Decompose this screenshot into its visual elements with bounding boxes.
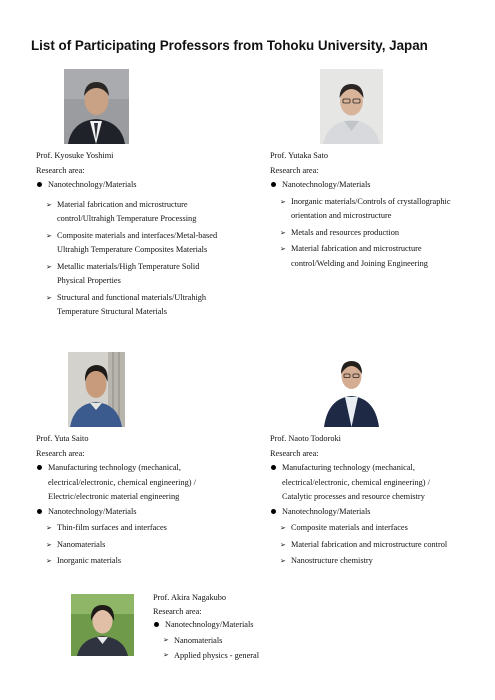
arrowhead-bullet-icon: ➢ xyxy=(280,228,286,237)
sub-area-item: ➢ Inorganic materials/Controls of crystallographic orientation and microstructure xyxy=(280,196,451,220)
arrowhead-bullet-icon: ➢ xyxy=(280,524,286,532)
arrowhead-bullet-icon: ➢ xyxy=(163,635,169,644)
professor-entry-yoshimi xyxy=(36,149,246,320)
sub-area-item: ➢ Composite materials and interfaces xyxy=(270,521,485,536)
research-area-text: Nanotechnology/Materials xyxy=(282,506,371,516)
research-area-text: Nanotechnology/Materials xyxy=(48,506,137,516)
sub-area-item: ➢ Nanostructure chemistry xyxy=(270,554,485,569)
professor-entry-sato xyxy=(270,149,485,271)
sub-area-item: ➢ Structural and functional materials/Ultrahigh Temperature Structural Materials xyxy=(46,292,207,316)
professor-entry-saito xyxy=(36,432,251,569)
research-area-label: Research area: xyxy=(270,448,319,458)
arrowhead-bullet-icon: ➢ xyxy=(280,540,286,549)
sub-area-item: ➢ Inorganic materials xyxy=(36,554,251,569)
sub-area-item: ➢ Material fabrication and microstructure control xyxy=(270,538,485,553)
research-area-label: Research area: xyxy=(270,165,319,175)
sub-area-item: ➢ Nanomaterials xyxy=(153,634,353,648)
research-area-item xyxy=(153,618,353,632)
photo-kyosuke-yoshimi xyxy=(64,69,129,144)
professor-name: Prof. Kyosuke Yoshimi xyxy=(36,151,114,160)
sub-area-item: ➢ Nanomaterials xyxy=(36,538,251,553)
arrowhead-bullet-icon: ➢ xyxy=(46,231,52,240)
professor-entry-nagakubo xyxy=(153,591,353,663)
professor-entry-todoroki xyxy=(270,432,485,569)
research-area-label: Research area: xyxy=(36,165,85,175)
research-area-item xyxy=(36,178,246,193)
arrowhead-bullet-icon: ➢ xyxy=(46,200,52,209)
research-area-text: Nanotechnology/Materials xyxy=(165,620,254,629)
research-area-item xyxy=(36,505,251,520)
professor-name: Prof. Akira Nagakubo xyxy=(153,593,227,602)
photo-yutaka-sato xyxy=(320,69,383,144)
arrowhead-bullet-icon: ➢ xyxy=(46,524,52,532)
research-area-item: Manufacturing technology (mechanical, electrical/electronic, chemical engineering) / Electric/electronic material engineering xyxy=(36,461,251,505)
sub-area-item: ➢ Metals and resources production xyxy=(270,226,485,241)
research-area-item xyxy=(270,178,485,193)
professor-name: Prof. Yutaka Sato xyxy=(270,151,328,160)
research-area-item: Manufacturing technology (mechanical, electrical/electronic, chemical engineering) / Catalytic processes and resource chemistry xyxy=(270,461,485,505)
arrowhead-bullet-icon: ➢ xyxy=(280,557,286,565)
sub-area-item: ➢ Composite materials and interfaces/Metal-based Ultrahigh Temperature Composites Materials xyxy=(46,230,218,254)
research-area-label: Research area: xyxy=(36,448,85,458)
professor-name: Prof. Yuta Saito xyxy=(36,434,89,443)
arrowhead-bullet-icon: ➢ xyxy=(46,540,52,549)
arrowhead-bullet-icon: ➢ xyxy=(46,293,52,302)
arrowhead-bullet-icon: ➢ xyxy=(46,557,52,565)
photo-naoto-todoroki xyxy=(320,352,383,427)
sub-area-item: ➢ Material fabrication and microstructure control/Ultrahigh Temperature Processing xyxy=(46,199,197,223)
arrowhead-bullet-icon: ➢ xyxy=(163,651,169,659)
sub-area-item: ➢ Metallic materials/High Temperature Solid Physical Properties xyxy=(46,261,200,285)
arrowhead-bullet-icon: ➢ xyxy=(280,245,286,253)
photo-yuta-saito xyxy=(68,352,125,427)
research-area-item xyxy=(270,505,485,520)
sub-area-item: ➢ Applied physics - general xyxy=(153,649,353,663)
sub-area-item: ➢ Thin-film surfaces and interfaces xyxy=(36,521,251,536)
arrowhead-bullet-icon: ➢ xyxy=(280,197,286,206)
research-area-label: Research area: xyxy=(153,606,202,616)
professor-name: Prof. Naoto Todoroki xyxy=(270,434,341,443)
sub-area-item: ➢ Material fabrication and microstructure control/Welding and Joining Engineering xyxy=(280,244,428,268)
research-area-text: Nanotechnology/Materials xyxy=(282,180,371,189)
arrowhead-bullet-icon: ➢ xyxy=(46,262,52,271)
page-title: List of Participating Professors from Tohoku University, Japan xyxy=(31,38,428,53)
photo-akira-nagakubo xyxy=(71,594,134,656)
research-area-text: Nanotechnology/Materials xyxy=(48,180,137,189)
